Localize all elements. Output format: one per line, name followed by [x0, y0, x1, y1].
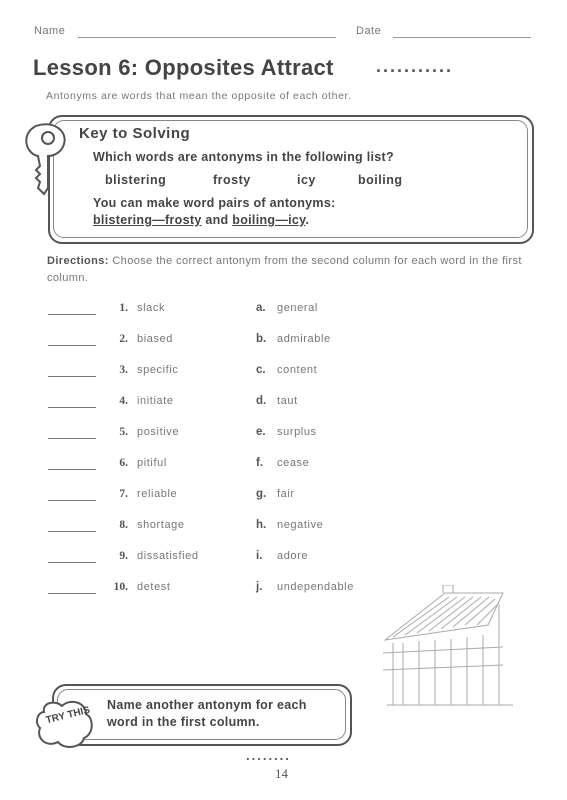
option-word: taut	[277, 395, 298, 407]
item-word: shortage	[137, 519, 185, 531]
item-number: 9.	[119, 550, 128, 562]
item-number: 7.	[119, 488, 128, 500]
item-word: initiate	[137, 395, 174, 407]
option-word: admirable	[277, 333, 331, 345]
option-letter: d.	[256, 395, 267, 407]
answer-blank[interactable]	[48, 314, 96, 315]
item-word: detest	[137, 581, 171, 593]
directions-text: Choose the correct antonym from the second column for each word in the first column.	[47, 255, 522, 284]
item-number: 10.	[113, 581, 128, 593]
option-letter: f.	[256, 457, 264, 469]
answer-blank[interactable]	[48, 500, 96, 501]
option-word: negative	[277, 519, 324, 531]
date-label: Date	[356, 25, 382, 37]
item-number: 5.	[119, 426, 128, 438]
option-word: undependable	[277, 581, 354, 593]
option-letter: j.	[256, 581, 263, 593]
key-and: and	[205, 213, 229, 227]
option-word: adore	[277, 550, 309, 562]
try-this-line-1: Name another antonym for each	[107, 698, 307, 712]
option-letter: a.	[256, 302, 266, 314]
directions-label: Directions:	[47, 255, 109, 267]
key-title: Key to Solving	[79, 125, 191, 142]
key-period: .	[305, 213, 310, 227]
key-icon	[22, 118, 72, 200]
try-this-line-2: word in the first column.	[107, 715, 260, 729]
footer-dots: ........	[246, 748, 291, 763]
key-pair-2: boiling—icy	[232, 213, 306, 227]
option-letter: e.	[256, 426, 266, 438]
lesson-title: Lesson 6: Opposites Attract	[33, 55, 334, 80]
key-word-3: icy	[297, 173, 316, 187]
answer-blank[interactable]	[48, 345, 96, 346]
item-word: slack	[137, 302, 166, 314]
option-word: fair	[277, 488, 295, 500]
answer-blank[interactable]	[48, 593, 96, 594]
item-number: 1.	[119, 302, 128, 314]
house-illustration-icon	[383, 585, 518, 710]
option-letter: i.	[256, 550, 263, 562]
item-word: specific	[137, 364, 179, 376]
date-line[interactable]	[393, 37, 531, 38]
page-number: 14	[275, 766, 288, 781]
answer-blank[interactable]	[48, 407, 96, 408]
option-word: content	[277, 364, 318, 376]
answer-blank[interactable]	[48, 469, 96, 470]
key-word-2: frosty	[213, 173, 251, 187]
item-word: biased	[137, 333, 174, 345]
try-this-badge: TRY THIS	[44, 704, 92, 727]
key-word-4: boiling	[358, 173, 403, 187]
key-word-1: blistering	[105, 173, 167, 187]
directions	[47, 253, 527, 287]
item-number: 6.	[119, 457, 128, 469]
lesson-subtitle: Antonyms are words that mean the opposite of each other.	[46, 90, 352, 102]
option-letter: b.	[256, 333, 267, 345]
item-number: 4.	[119, 395, 128, 407]
item-word: reliable	[137, 488, 178, 500]
item-number: 8.	[119, 519, 128, 531]
key-pair-1: blistering—frosty	[93, 213, 202, 227]
try-this-text	[107, 697, 307, 731]
option-word: cease	[277, 457, 310, 469]
title-dots: ...........	[376, 56, 454, 76]
answer-blank[interactable]	[48, 438, 96, 439]
answer-blank[interactable]	[48, 562, 96, 563]
item-word: positive	[137, 426, 180, 438]
item-number: 2.	[119, 333, 128, 345]
option-letter: c.	[256, 364, 266, 376]
key-answer-intro: You can make word pairs of antonyms:	[93, 196, 336, 210]
key-answer-pairs	[93, 213, 309, 227]
option-word: surplus	[277, 426, 317, 438]
option-letter: g.	[256, 488, 267, 500]
option-word: general	[277, 302, 318, 314]
answer-blank[interactable]	[48, 376, 96, 377]
item-word: dissatisfied	[137, 550, 199, 562]
name-label: Name	[34, 25, 66, 37]
name-line[interactable]	[78, 37, 336, 38]
option-letter: h.	[256, 519, 267, 531]
answer-blank[interactable]	[48, 531, 96, 532]
item-number: 3.	[119, 364, 128, 376]
key-question: Which words are antonyms in the following list?	[93, 150, 394, 164]
item-word: pitiful	[137, 457, 167, 469]
